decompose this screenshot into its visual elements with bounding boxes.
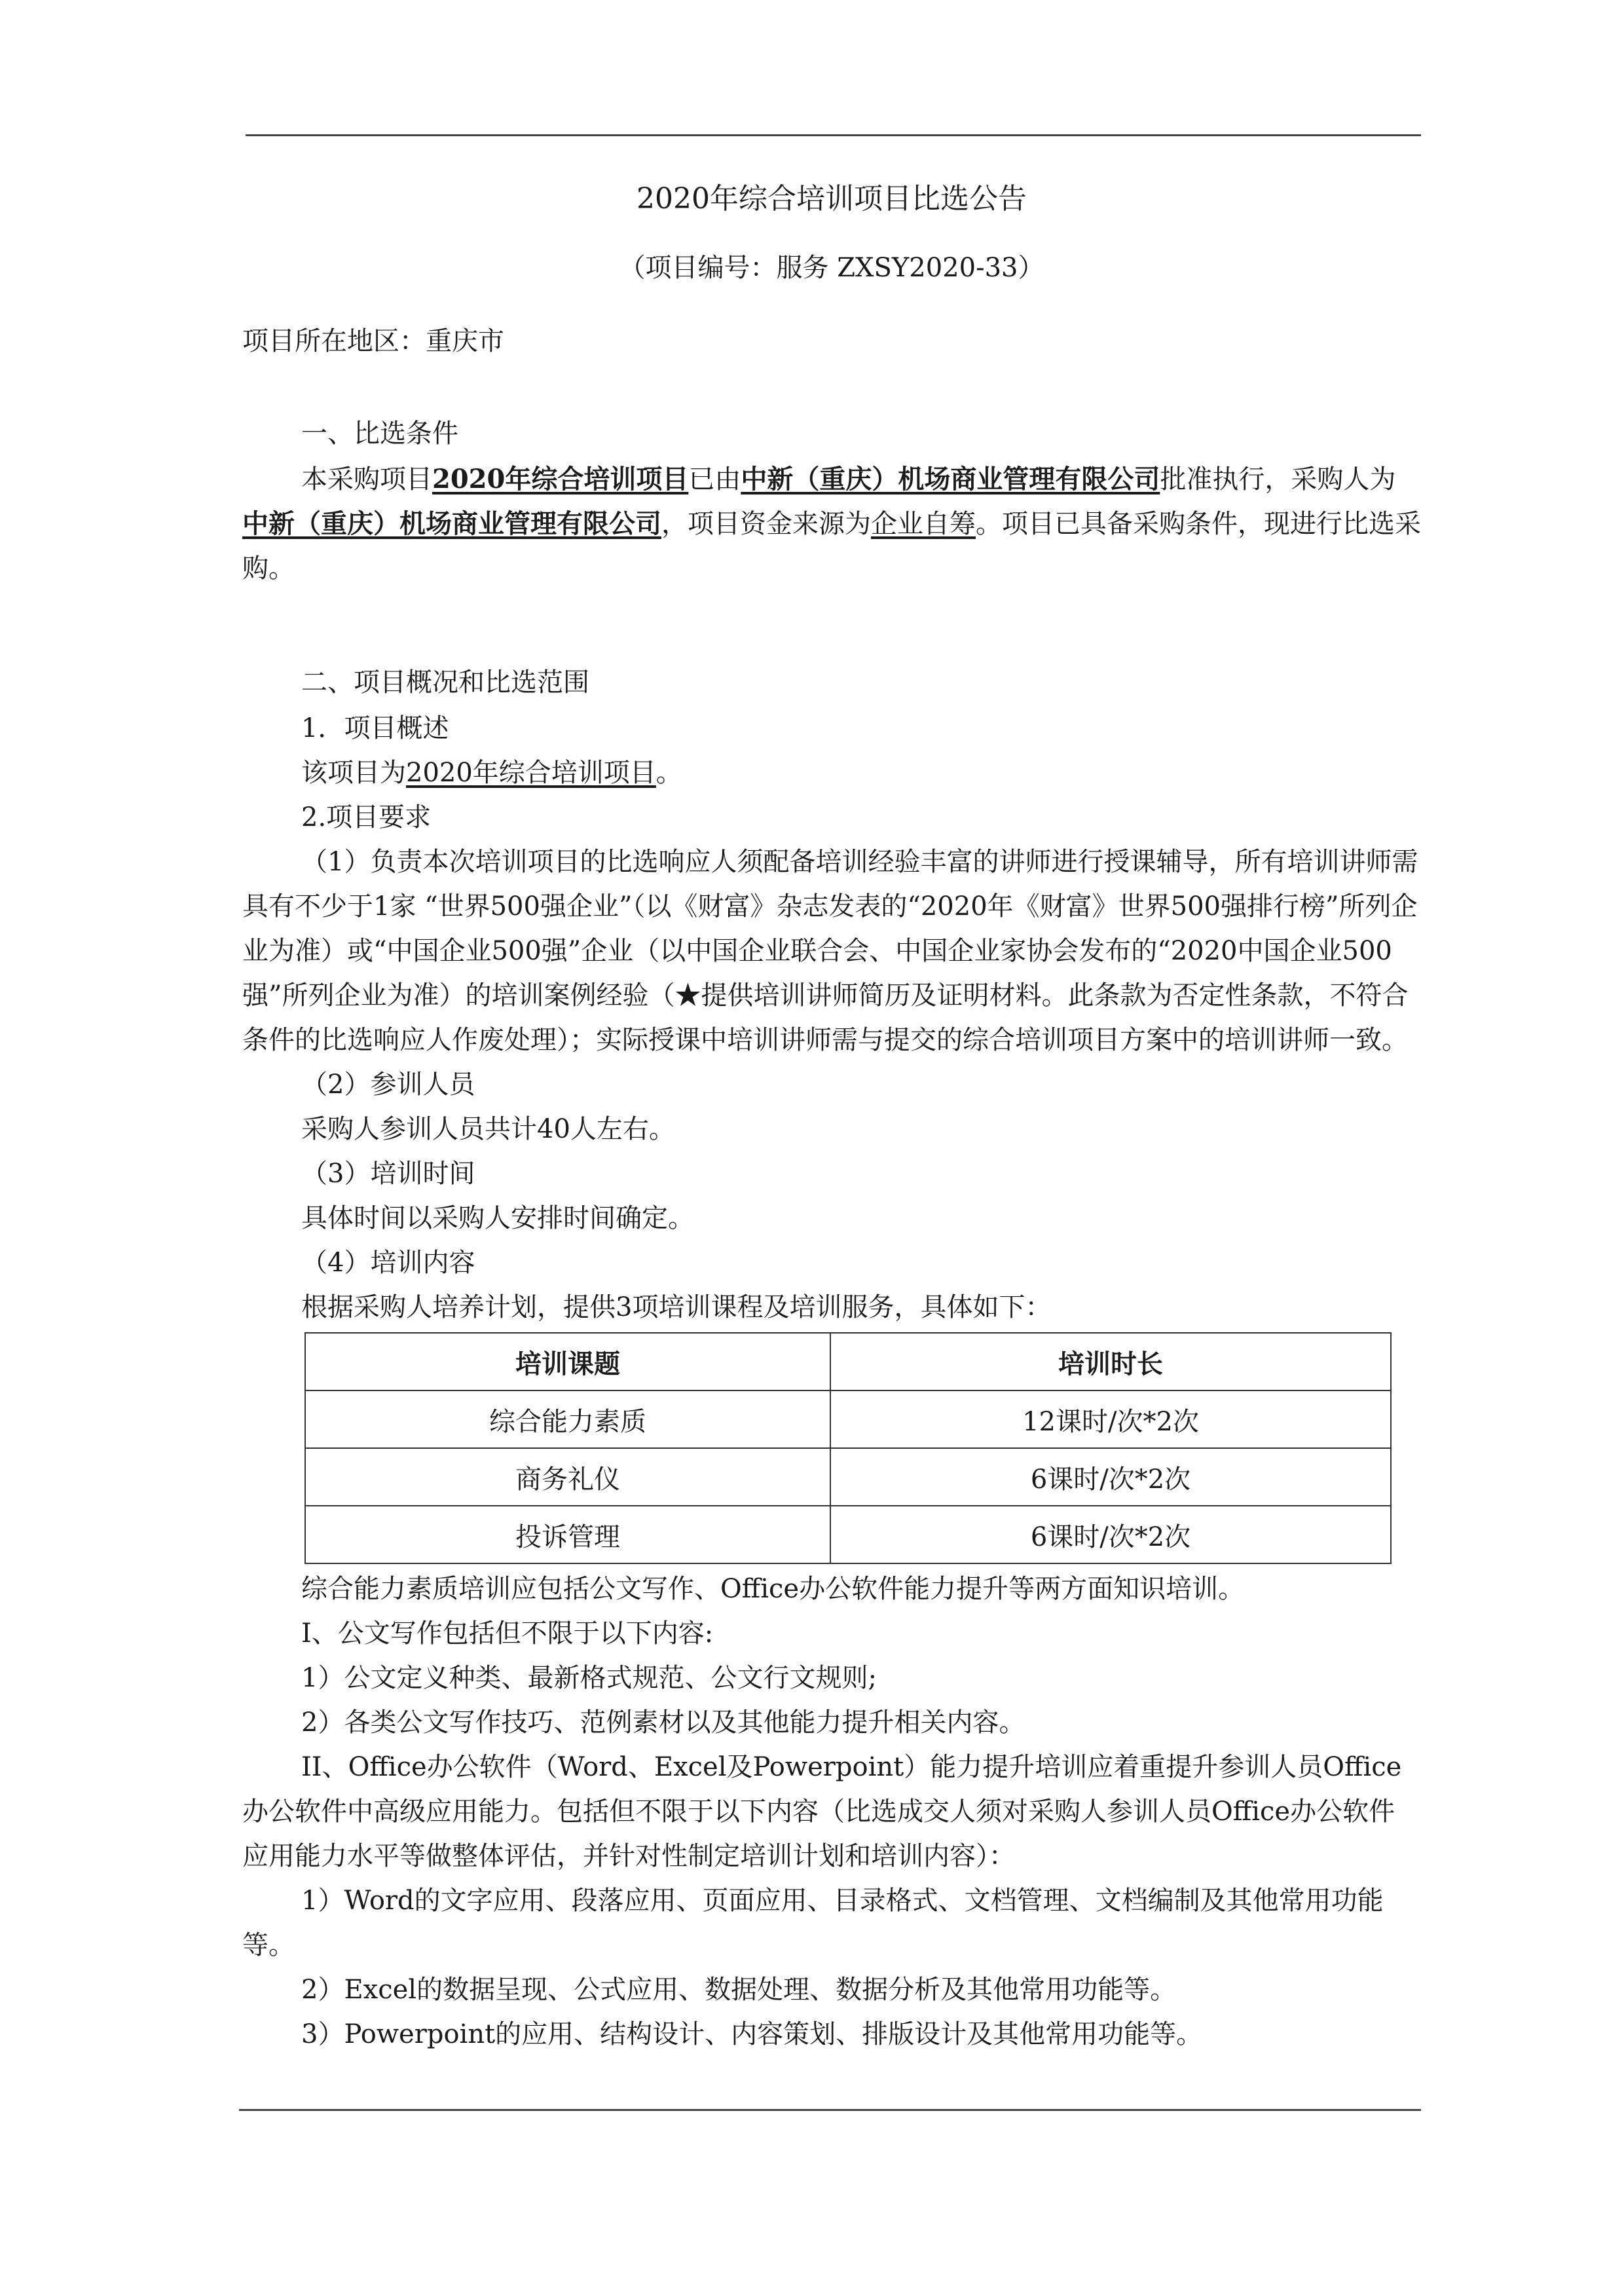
section-1-paragraph: 本采购项目2020年综合培训项目已由中新（重庆）机场商业管理有限公司批准执行，采购人为中新（重庆）机场商业管理有限公司，项目资金来源为企业自筹。项目已具备采购条件，现进行比选采购。 — [242, 464, 1421, 584]
underlined-purchaser: 中新（重庆）机场商业管理有限公司 — [242, 508, 661, 539]
office-item-excel: 2）Excel的数据呈现、公式应用、数据处理、数据分析及其他常用功能等。 — [301, 1975, 1177, 2005]
after-table-text: 综合能力素质培训应包括公文写作、Office办公软件能力提升等两方面知识培训。 — [301, 1574, 1245, 1604]
requirement-4-intro: 根据采购人培养计划，提供3项培训课程及培训服务，具体如下： — [301, 1292, 1052, 1322]
project-region: 项目所在地区：重庆市 — [242, 326, 504, 356]
overview-heading: 1．项目概述 — [301, 713, 449, 743]
requirement-1-text: （1）负责本次培训项目的比选响应人须配备培训经验丰富的讲师进行授课辅导，所有培训讲师需具有不少于1家 “世界500强企业”（以《财富》杂志发表的“2020年《财富》世界500强排行榜”所列企业为准）或“中国企业500强”企业（以中国企业联合会、中国企业家协会发布的“2020中国企业500强”所列企业为准）的培训案例经验（★提供培训讲师简历及证明材料。此条款为否定性条款，不符合条件的比选响应人作废处理）；实际授课中培训讲师需与提交的综合培训项目方案中的培训讲师一致。 — [242, 847, 1418, 1055]
table-cell-topic: 投诉管理 — [305, 1506, 830, 1563]
underlined-approver: 中新（重庆）机场商业管理有限公司 — [741, 464, 1160, 494]
table-header-row — [305, 1333, 1391, 1390]
document-title: 2020年综合培训项目比选公告 — [637, 182, 1027, 215]
requirement-2-body: 采购人参训人员共计40人左右。 — [301, 1114, 675, 1144]
office-item-word: 1）Word的文字应用、段落应用、页面应用、目录格式、文档管理、文档编制及其他常用功能等。 — [242, 1886, 1384, 1960]
table-row — [305, 1390, 1391, 1448]
project-number: （项目编号：服务 ZXSY2020-33） — [619, 253, 1044, 283]
table-cell-topic: 综合能力素质 — [305, 1390, 830, 1448]
section-1-heading: 一、比选条件 — [301, 419, 458, 449]
underlined-overview-project: 2020年综合培训项目 — [406, 758, 656, 788]
table-cell-duration: 6课时/次*2次 — [830, 1448, 1391, 1506]
table-header-topic: 培训课题 — [305, 1333, 830, 1390]
table-row — [305, 1448, 1391, 1506]
requirements-heading: 2.项目要求 — [301, 802, 432, 832]
underlined-project-name: 2020年综合培训项目 — [432, 464, 689, 494]
underlined-funding-source: 企业自筹 — [871, 509, 976, 539]
requirement-2-heading: （2）参训人员 — [301, 1070, 475, 1100]
bottom-rule — [239, 2109, 1421, 2111]
top-rule — [246, 134, 1421, 136]
office-paragraph: II、Office办公软件（Word、Excel及Powerpoint）能力提升培训应着重提升参训人员Office办公软件中高级应用能力。包括但不限于以下内容（比选成交人须对采购人参训人员Office办公软件应用能力水平等做整体评估，并针对性制定培训计划和培训内容）： — [242, 1752, 1402, 1871]
table-header-duration: 培训时长 — [830, 1333, 1391, 1390]
writing-item-1: 1）公文定义种类、最新格式规范、公文行文规则; — [301, 1663, 877, 1693]
office-item-powerpoint: 3）Powerpoint的应用、结构设计、内容策划、排版设计及其他常用功能等。 — [301, 2019, 1203, 2049]
table-row — [305, 1506, 1391, 1563]
table-cell-duration: 6课时/次*2次 — [830, 1506, 1391, 1563]
document-body — [242, 162, 1421, 2057]
overview-text: 该项目为2020年综合培训项目。 — [301, 758, 682, 788]
writing-heading: I、公文写作包括但不限于以下内容: — [301, 1618, 714, 1649]
table-cell-topic: 商务礼仪 — [305, 1448, 830, 1506]
requirement-4-heading: （4）培训内容 — [301, 1248, 475, 1278]
requirement-3-heading: （3）培训时间 — [301, 1159, 475, 1189]
requirement-3-body: 具体时间以采购人安排时间确定。 — [301, 1203, 694, 1233]
writing-item-2: 2）各类公文写作技巧、范例素材以及其他能力提升相关内容。 — [301, 1707, 1025, 1738]
table-cell-duration: 12课时/次*2次 — [830, 1390, 1391, 1448]
training-table — [304, 1332, 1392, 1564]
section-2-heading: 二、项目概况和比选范围 — [301, 667, 589, 698]
